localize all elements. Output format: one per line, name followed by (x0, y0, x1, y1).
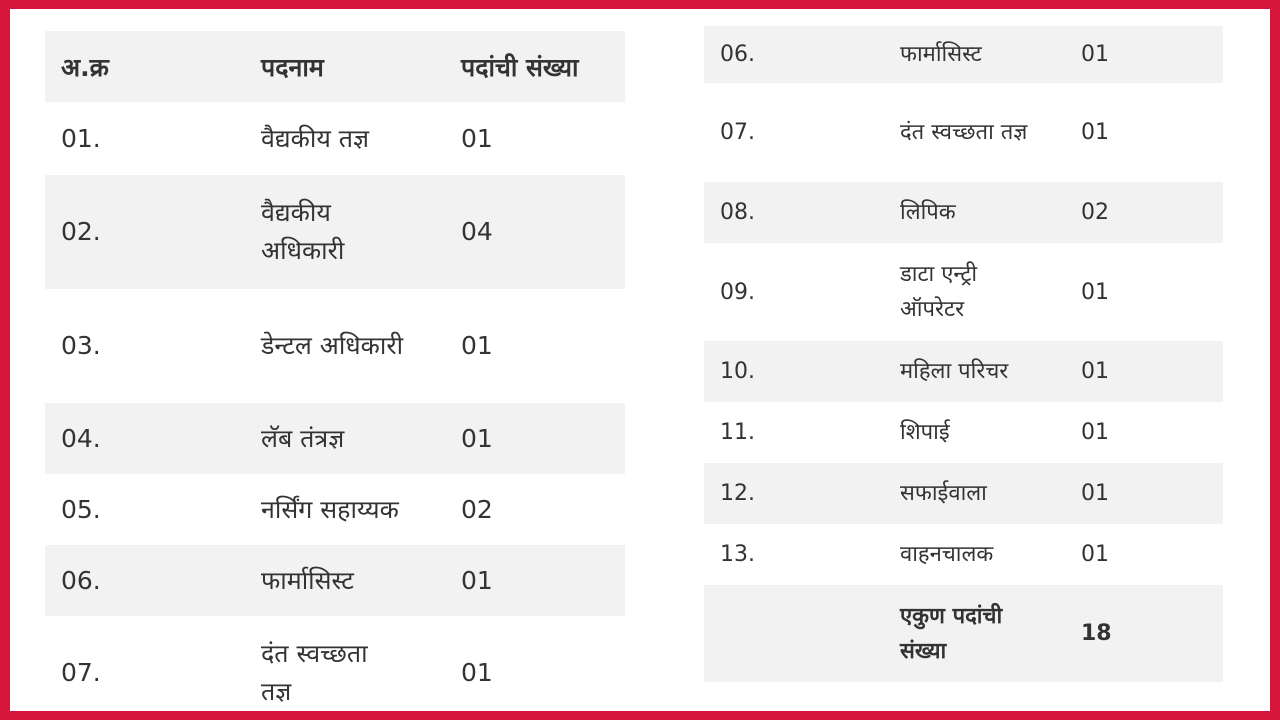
cell-serial: 10. (720, 359, 755, 384)
table-row (704, 243, 1223, 341)
cell-count: 01 (461, 423, 493, 453)
cell-count: 01 (1081, 542, 1109, 567)
cell-serial: 06. (720, 42, 755, 67)
header-post: पदनाम (245, 31, 445, 102)
cell-serial: 04. (61, 423, 101, 453)
cell-count: 01 (1081, 42, 1109, 67)
header-serial: अ.क्र (45, 31, 245, 102)
table-row (45, 545, 625, 616)
cell-serial: 09. (720, 279, 755, 305)
cell-count: 01 (461, 123, 493, 153)
cell-count: 02 (461, 494, 493, 524)
posts-table-left (45, 31, 625, 711)
table-row (45, 175, 625, 289)
cell-post: महिला परिचर (900, 359, 1009, 384)
table-row (704, 26, 1223, 83)
table-row (45, 403, 625, 474)
cell-post: दंत स्वच्छता तज्ञ (900, 120, 1028, 145)
cell-post: वाहनचालक (900, 542, 994, 567)
cell-count: 01 (461, 331, 493, 360)
cell-serial: 13. (720, 542, 755, 567)
cell-count: 01 (1081, 359, 1109, 384)
cell-post: फार्मासिस्ट (900, 42, 982, 67)
cell-post: वैद्यकीय तज्ञ (261, 123, 370, 153)
header-count: पदांची संख्या (445, 31, 625, 102)
cell-serial: 07. (720, 120, 755, 145)
cell-post: दंत स्वच्छता तज्ञ (261, 639, 368, 706)
total-row (704, 585, 1223, 682)
table-row (704, 402, 1223, 463)
cell-count: 02 (1081, 200, 1109, 225)
cell-post: फार्मासिस्ट (261, 565, 354, 595)
total-count: 18 (1081, 621, 1112, 646)
cell-count: 01 (1081, 279, 1109, 305)
cell-count: 04 (461, 217, 493, 246)
table-header-row (45, 31, 625, 102)
cell-count: 01 (1081, 481, 1109, 506)
table-row (45, 289, 625, 403)
cell-serial: 11. (720, 420, 755, 445)
cell-post: लिपिक (900, 200, 956, 225)
table-row (45, 474, 625, 545)
cell-serial: 08. (720, 200, 755, 225)
table-row (704, 524, 1223, 585)
table-row (45, 616, 625, 711)
cell-post: नर्सिंग सहाय्यक (261, 494, 399, 524)
cell-post: डाटा एन्ट्री ऑपरेटर (900, 262, 978, 322)
table-row (704, 83, 1223, 182)
total-label: एकुण पदांची संख्या (900, 603, 1003, 664)
cell-post: वैद्यकीय अधिकारी (261, 198, 345, 265)
cell-count: 01 (461, 565, 493, 595)
content-frame (10, 9, 1270, 711)
cell-serial: 06. (61, 565, 101, 595)
cell-serial: 07. (61, 658, 101, 687)
posts-table-right (704, 26, 1223, 682)
cell-serial: 12. (720, 481, 755, 506)
cell-count: 01 (1081, 120, 1109, 145)
cell-serial: 01. (61, 123, 101, 153)
table-row (45, 102, 625, 175)
cell-serial: 03. (61, 331, 101, 360)
table-row (704, 463, 1223, 524)
cell-post: शिपाई (900, 420, 950, 445)
table-row (704, 182, 1223, 243)
cell-count: 01 (461, 658, 493, 687)
cell-post: सफाईवाला (900, 481, 987, 506)
cell-post: डेन्टल अधिकारी (261, 331, 404, 360)
table-row (704, 341, 1223, 402)
cell-serial (704, 585, 884, 682)
cell-serial: 02. (61, 217, 101, 246)
cell-serial: 05. (61, 494, 101, 524)
cell-count: 01 (1081, 420, 1109, 445)
cell-post: लॅब तंत्रज्ञ (261, 423, 345, 453)
